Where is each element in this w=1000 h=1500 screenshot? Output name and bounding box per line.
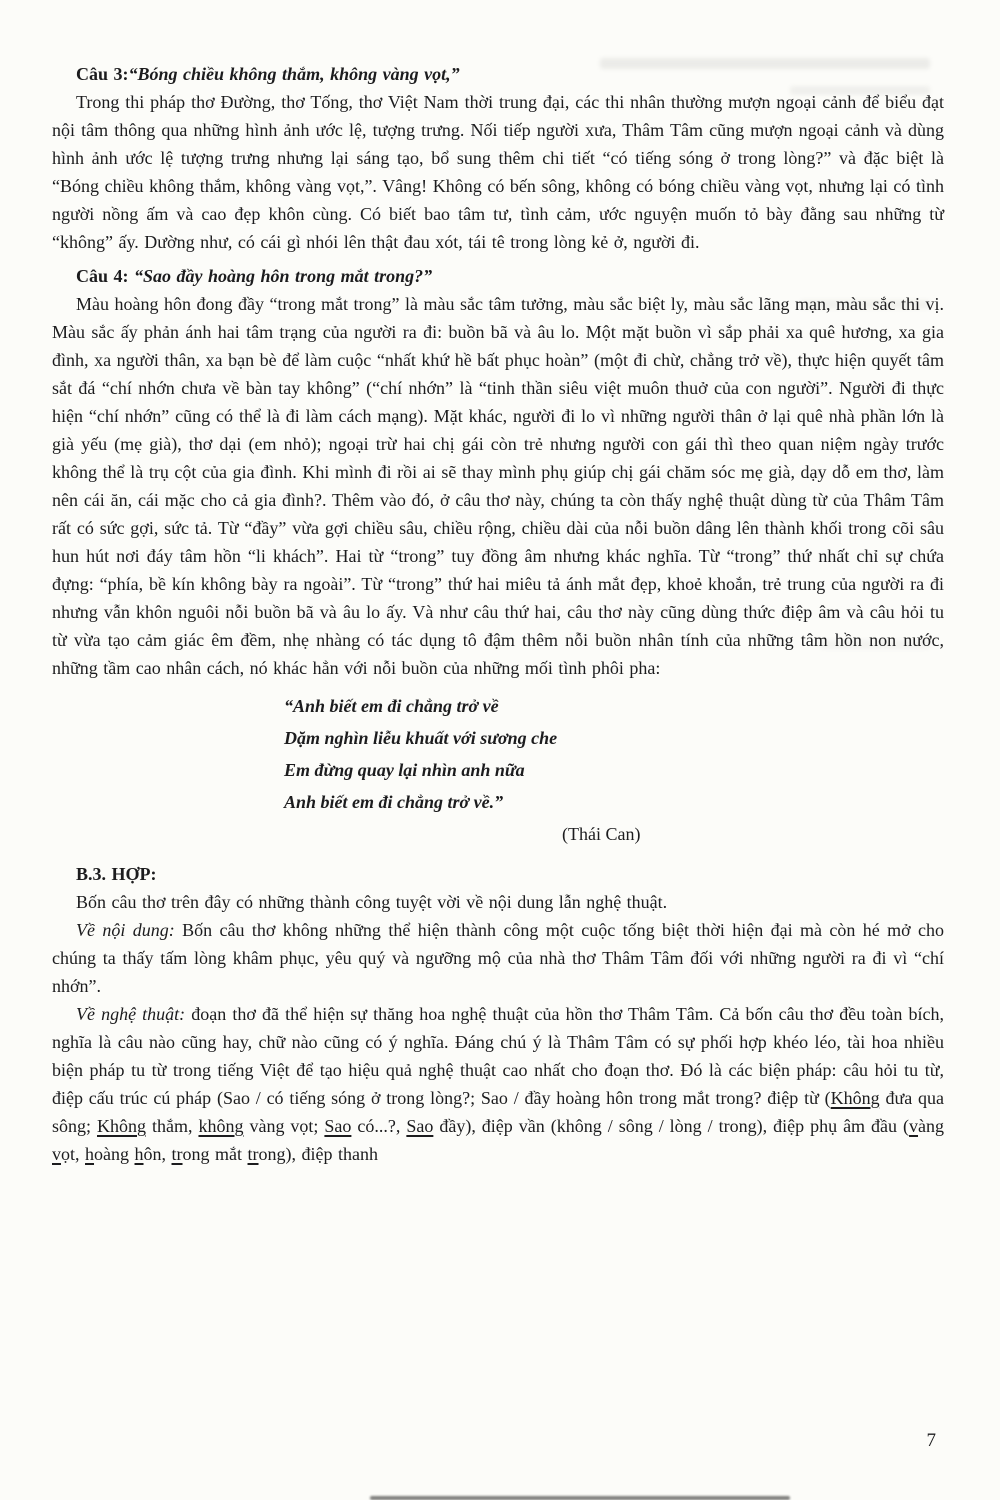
scan-edge-artifact (370, 1496, 790, 1500)
poem-line: Em đừng quay lại nhìn anh nữa (284, 760, 525, 780)
poem-line: Anh biết em đi chẳng trở về.” (284, 792, 504, 812)
cau3-label: Câu 3: (76, 64, 129, 84)
cau3-paragraph: Trong thi pháp thơ Đường, thơ Tống, thơ Việt Nam thời trung đại, các thi nhân thường mượn ngoại cảnh để biểu đạt nội tâm thông qua những hình ảnh ước lệ, tượng trưng. Nối tiếp người xưa, Thâm Tâm cũng mượn ngoại cảnh và dùng hình ảnh ước lệ tượng trưng nhưng lại sáng tạo, bổ sung thêm chi tiết “có tiếng sóng ở trong lòng?” và đặc biệt là “Bóng chiều không thắm, không vàng vọt,”. Vâng! Không có bến sông, không có bóng chiều vàng vọt, nhưng lại có tình người nồng ấm và cao đẹp khôn cùng. Có biết bao tâm tư, tình cảm, ước nguyện muốn tỏ bày đằng sau những từ “không” ấy. Dường như, có cái gì nhói lên thật đau xót, tái tê trong lòng kẻ ở, người đi. (52, 92, 944, 252)
nghethuat-paragraph (52, 1000, 944, 1168)
poem-line: “Anh biết em đi chẳng trở về (284, 696, 499, 716)
cau3-quote: “Bóng chiều không thắm, không vàng vọt,” (128, 64, 460, 84)
poem-block (284, 690, 944, 850)
noidung-label: Về nội dung: (76, 920, 175, 940)
poem-line: Dặm nghìn liễu khuất với sương che (284, 728, 558, 748)
poem-attribution: (Thái Can) (562, 824, 641, 844)
nghethuat-runs: đoạn thơ đã thể hiện sự thăng hoa nghệ thuật của hồn thơ Thâm Tâm. Cả bốn câu thơ đều toàn bích, nghĩa là câu nào cũng hay, chữ nào cũng có ý nghĩa. Đáng chú ý là Thâm Tâm có sự phối hợp khéo léo, tài hoa nhiều biện pháp tu từ trong tiếng Việt để tạo hiệu quả nghệ thuật cao nhất cho đoạn thơ. Đó là các biện pháp: câu hỏi tu từ, điệp cấu trúc cú pháp (Sao / có tiếng sóng ở trong lòng?; Sao / đầy hoàng hôn trong mắt trong? điệp từ (Không đưa qua sông; Không thắm, không vàng vọt; Sao có...?, Sao đầy), điệp vần (không / sông / lòng / trong), điệp phụ âm đầu (vàng vọt, hoàng hôn, trong mắt trong), điệp thanh (52, 1004, 945, 1164)
cau4-paragraph: Màu hoàng hôn đong đầy “trong mắt trong” là màu sắc tâm tưởng, màu sắc biệt ly, màu sắc lãng mạn, màu sắc thi vị. Màu sắc ấy phản ánh hai tâm trạng của người ra đi: buồn bã và âu lo. Một mặt buồn vì sắp phải xa quê hương, xa gia đình, xa người thân, xa bạn bè để làm cuộc “nhất khứ hề bất phục hoàn” (một đi chừ, chẳng trở về), thực hiện quyết tâm sắt đá “chí nhớn chưa về bàn tay không” (“chí nhớn” là “tinh thần siêu việt muôn thuở của con người”. Người đi thực hiện “chí nhớn” cũng có thể là đi làm cách mạng). Mặt khác, người đi lo vì những người thân ở lại quê nhà phần lớn là già yếu (mẹ già), thơ dại (em nhỏ); ngoại trừ hai chị gái còn trẻ nhưng người con gái thì theo quan niệm ngày trước không thể là trụ cột của gia đình. Khi mình đi rồi ai sẽ thay mình phụ giúp chị gái chăm sóc mẹ già, dạy dỗ em thơ, làm nên cái ăn, cái mặc cho cả gia đình?. Thêm vào đó, ở câu thơ này, chúng ta còn thấy nghệ thuật dùng từ của Thâm Tâm rất có sức gợi, sức tả. Từ “đầy” vừa gợi chiều sâu, chiều rộng, chiều dài của nỗi buồn dâng lên thành khối trong cõi sâu hun hút nơi đáy tâm hồn “li khách”. Hai từ “trong” tuy đồng âm nhưng khác nghĩa. Từ “trong” thứ nhất chỉ sự chứa đựng: “phía, bề kín không bày ra ngoài”. Từ “trong” thứ hai miêu tả ánh mắt đẹp, khoẻ khoắn, trẻ trung của người ra đi nhưng vẫn khôn nguôi nỗi buồn bã và âu lo ấy. Và như câu thứ hai, câu thơ này cũng dùng thức điệp âm và câu hỏi tu từ vừa tạo cảm giác êm đềm, nhẹ nhàng có tác dụng tô đậm thêm nỗi buồn nhân tính của những tâm hồn non nước, những tầm cao nhân cách, nó khác hẳn với nỗi buồn của những mối tình phôi pha: (52, 294, 944, 678)
cau4-heading (52, 262, 944, 290)
noidung-text: Bốn câu thơ không những thể hiện thành công một cuộc tống biệt thời hiện đại mà còn hé mở cho chúng ta thấy tấm lòng khâm phục, yêu quý và ngưỡng mộ của nhà thơ Thâm Tâm đối với những người ra đi vì “chí nhớn”. (52, 920, 944, 996)
noidung-paragraph (52, 916, 944, 1000)
page-content (52, 54, 944, 1168)
hop-heading (52, 860, 944, 888)
nghethuat-label: Về nghệ thuật: (76, 1004, 186, 1024)
hop-heading-label: B.3. HỢP: (76, 864, 157, 884)
cau4-quote: “Sao đầy hoàng hôn trong mắt trong?” (134, 266, 433, 286)
cau4-label: Câu 4: (76, 266, 129, 286)
page-number: 7 (926, 1430, 936, 1451)
hop-intro-paragraph: Bốn câu thơ trên đây có những thành công tuyệt vời về nội dung lẫn nghệ thuật. (76, 892, 668, 912)
cau3-heading (52, 60, 944, 88)
